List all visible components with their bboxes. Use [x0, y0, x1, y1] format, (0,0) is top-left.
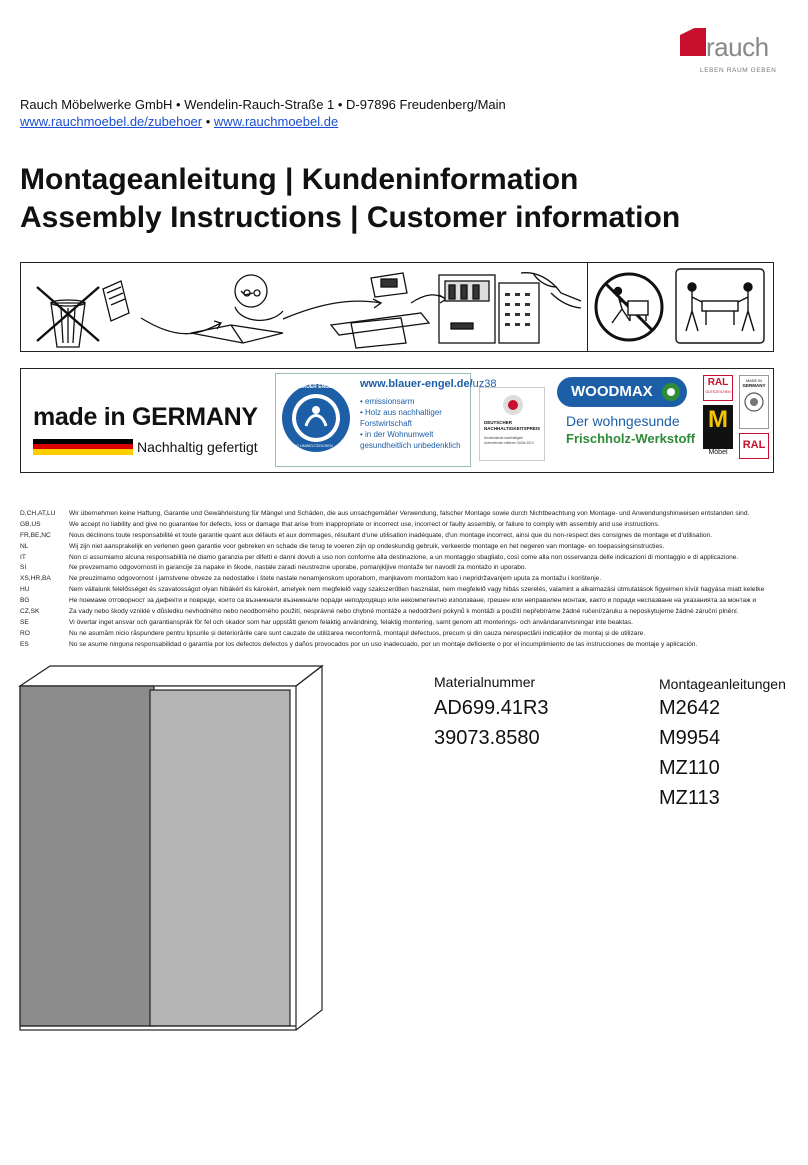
- no-dragging-pictogram: [588, 263, 773, 351]
- disclaimer-row: [20, 542, 790, 553]
- disclaimer-text: Nous déclinons toute responsabilité et toute garantie quant aux défauts et aux dommages, résultant d'une utilisation inadéquate, d'un montage incorrect, ainsi que du non-respect des consignes de montage et d'utilisation.: [69, 531, 713, 539]
- keep-instructions-pictogram: [21, 263, 588, 351]
- logo-word: rauch: [706, 32, 769, 62]
- country-code: SI: [20, 564, 27, 572]
- disclaimer-row: [20, 531, 790, 542]
- made-small-germany: GERMANY: [742, 383, 766, 388]
- ral-label-2: RAL: [742, 439, 766, 451]
- bullet-text: in der Wohnumwelt gesundheitlich unbedenklich: [360, 430, 461, 450]
- blauer-engel-bullets: [360, 396, 468, 451]
- blauer-engel-url: [360, 378, 497, 390]
- country-code: BG: [20, 597, 30, 605]
- country-code: NL: [20, 542, 29, 550]
- disclaimer-row: [20, 585, 790, 596]
- disclaimer-text: We accept no liability and give no guarantee for defects, loss or damage that arise from inappropriate or incorrect use, incorrect or faulty assembly, or failure to comply with assembly and use instructions.: [69, 520, 660, 528]
- bullet-item: • in der Wohnumwelt gesundheitlich unbedenklich: [360, 430, 461, 450]
- disclaimer-text: Не поемаме отговорност за дефекти и повреди, които са възникнали възникнали поради неподходящо или некомпетентно използване, грешен или неправилен монтаж, както и поради неспазване на указанията за монтаж и: [69, 597, 757, 605]
- url-prefix: www.blauer-engel.de/: [360, 378, 473, 390]
- ral-badge: [703, 375, 733, 401]
- woodmax-badge: [557, 377, 687, 407]
- made-in-germany-small-badge: [739, 375, 769, 429]
- manual-number: MZ113: [659, 787, 720, 809]
- manual-number: M2642: [659, 697, 721, 719]
- disclaimer-text: No se asume ninguna responsabilidad o garantía por los defectos defectos y daños provocados por un uso inadecuado, por un montaje deficiente o por el incumplimiento de las instrucciones de montaje y aplicación.: [69, 640, 698, 648]
- moebel-label: Möbel: [708, 449, 728, 456]
- blauer-engel-panel: [275, 373, 497, 467]
- woodmax-label: WOODMAX: [571, 383, 653, 400]
- disclaimer-row: [20, 563, 790, 574]
- woodmax-leaf-icon: [661, 382, 681, 402]
- country-code: CZ,SK: [20, 608, 40, 616]
- pictogram-strip: [20, 262, 774, 352]
- company-address: Rauch Möbelwerke GmbH • Wendelin-Rauch-Straße 1 • D-97896 Freudenberg/Main: [20, 97, 506, 112]
- manual-number: M9954: [659, 727, 721, 749]
- header-links: [20, 114, 338, 129]
- prize-icon: [502, 394, 524, 416]
- country-code: XS,HR,BA: [20, 575, 51, 583]
- bullet-item: • emissionsarm: [360, 397, 415, 406]
- country-code: D,CH,AT,LU: [20, 510, 56, 517]
- manual-number: MZ110: [659, 757, 720, 779]
- disclaimer-row: [20, 520, 790, 531]
- wardrobe-illustration: [16, 664, 328, 1054]
- certificates-band: [20, 368, 774, 473]
- made-small-top: MADE IN: [746, 379, 762, 383]
- sustainability-prize-panel: [479, 387, 545, 461]
- accessories-link[interactable]: www.rauchmoebel.de/zubehoer: [20, 114, 203, 129]
- disclaimer-row: [20, 574, 790, 585]
- material-number: AD699.41R3: [434, 697, 549, 719]
- manuals-label: Montageanleitungen: [659, 676, 786, 692]
- german-flag-icon: [33, 439, 133, 455]
- quality-seal-icon: [744, 391, 764, 413]
- website-link[interactable]: www.rauchmoebel.de: [213, 114, 339, 129]
- keep-instructions-icon: [21, 263, 586, 350]
- disclaimer-row: [20, 509, 790, 520]
- seal-bottom-text: DAS UMWELTZEICHEN: [291, 444, 333, 448]
- moebel-m-icon: M: [708, 406, 728, 433]
- disclaimer-text: Wir übernehmen keine Haftung, Garantie und Gewährleistung für Mängel und Schäden, die aus unsachgemäßer Verwendung, falscher Montage sowie durch Nichtbeachtung von Montage- und Anwendungshinweisen entstanden sind.: [69, 510, 750, 517]
- ral-badge-2: [739, 433, 769, 459]
- liability-disclaimers: [20, 509, 790, 651]
- ral-label: RAL: [707, 377, 729, 388]
- country-code: HU: [20, 586, 30, 594]
- disclaimer-text: Non ci assumiamo alcuna responsabilità né diamo garanzia per difetti e danni dovuti a uso non conforme alla destinazione, a un montaggio sbagliato, così come alla non osservanza delle indicazioni di montaggio e di applicazione.: [69, 553, 739, 561]
- url-suffix: uz38: [472, 378, 497, 390]
- disclaimer-text: Za vady nebo škody vzniklé v důsledku nevhodného nebo neodborného použití, nesprávné nebo chybné montáže a nedodržení pokynů k montáži a použití nepřebíráme žádné ručení/záruku a neposkytujeme žádné záruční plnění.: [69, 608, 739, 616]
- prize-small-text: Deutschlands nachhaltigste Unternehmen mittlerer Größe 2013: [484, 436, 534, 445]
- country-code: ES: [20, 640, 29, 648]
- disclaimer-row: [20, 553, 790, 564]
- disclaimer-row: [20, 640, 790, 651]
- country-code: SE: [20, 618, 29, 626]
- disclaimer-text: Nu ne asumăm nicio răspundere pentru lipsurile și deteriorările care sunt cauzate de utilizarea neconformă, montajul defectuos, precum și din cauza nerespectării indicațiilor de montaj și de utilizare.: [69, 629, 646, 637]
- prize-line-1: DEUTSCHER: [484, 420, 513, 425]
- ral-sub-label: GÜTEZEICHEN: [705, 390, 731, 394]
- two-person-carry-icon: [588, 263, 773, 350]
- disclaimer-text: Wij zijn niet aansprakelijk en verlenen geen garantie voor gebreken en schade die terug te voeren zijn op ondeskundig gebruik, verkeerde montage en het negeren van montage- en toepassingsinstructies.: [69, 542, 665, 550]
- woodmax-line-2: Frischholz-Werkstoff: [566, 431, 696, 446]
- disclaimer-text: Ne prevzemamo odgovornosti in garancije za napake in škode, nastale zaradi neustrezne uporabe, pomanjkljive montaže ter navodil za montažo in uporabo.: [69, 564, 527, 572]
- prize-line-2: NACHHALTIGKEITSPREIS: [484, 426, 541, 431]
- disclaimer-text: Ne preuzimamo odgovornost i jamstvene obveze za nedostatke i štete nastale nenamjenskom uporabom, manjkavom montažom kao i nepridržavanjem uputa za montažu i korištenje.: [69, 575, 602, 583]
- title-line-2: Assembly Instructions | Customer information: [20, 201, 681, 234]
- bullet-text: emissionsarm: [365, 397, 415, 406]
- rauch-logo: [676, 26, 786, 82]
- country-code: FR,BE,NC: [20, 531, 51, 539]
- disclaimer-row: [20, 629, 790, 640]
- moebel-badge: [703, 405, 733, 449]
- sustainable-label: Nachhaltig gefertigt: [137, 439, 258, 455]
- link-separator: •: [205, 114, 211, 129]
- logo-tagline: LEBEN RAUM GEBEN: [700, 67, 777, 74]
- country-code: RO: [20, 629, 30, 637]
- country-code: GB,US: [20, 520, 41, 528]
- disclaimer-row: [20, 596, 790, 607]
- bullet-text: Holz aus nachhaltiger Forstwirtschaft: [360, 408, 442, 428]
- material-number-label: Materialnummer: [434, 674, 536, 690]
- country-code: IT: [20, 553, 26, 561]
- disclaimer-text: Vi övertar inget ansvar och garantiansprák för fel och skador som har uppstått genom felaktig användning, felaktig montering, samt genom att monterings- och användaranvisningar inte beaktas.: [69, 618, 633, 626]
- woodmax-line-1: Der wohngesunde: [566, 413, 680, 429]
- disclaimer-row: [20, 607, 790, 618]
- made-in-germany: made in GERMANY: [33, 403, 258, 431]
- bullet-item: • Holz aus nachhaltiger Forstwirtschaft: [360, 408, 442, 428]
- disclaimer-text: Nem vállalunk felelősséget és szavatosságot olyan hibákért és károkért, amelyek nem megfelelő vagy szakszerűtlen használat, nem megfelelő vagy hibás szerelés, valamint a alkalmazási útmutatások figyelmen kívül hagyása miatt keletke: [69, 586, 765, 594]
- disclaimer-row: [20, 618, 790, 629]
- prize-title: [484, 420, 540, 432]
- seal-top-text: BLAUER ENGEL: [296, 384, 336, 390]
- logo-mark-icon: [680, 28, 706, 56]
- title-line-1: Montageanleitung | Kundeninformation: [20, 163, 579, 196]
- material-number: 39073.8580: [434, 727, 540, 749]
